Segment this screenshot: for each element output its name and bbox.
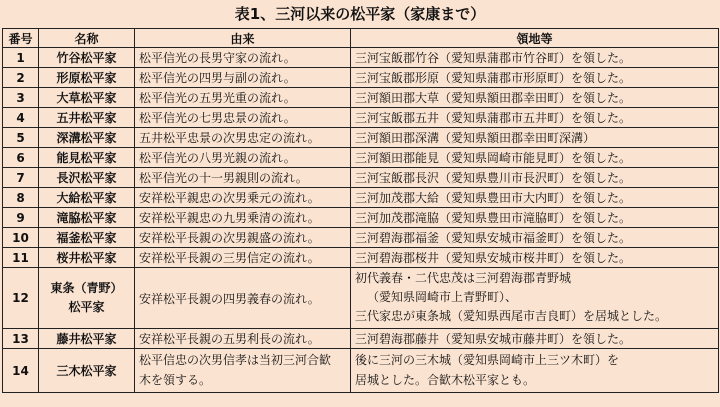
table-row: [3, 148, 719, 168]
row-name: 三木松平家: [39, 349, 135, 393]
row-territory: 三河加茂郡滝脇（愛知県豊田市滝脇町）を領した。: [351, 208, 719, 228]
table-row: [3, 349, 719, 393]
table-row: [3, 188, 719, 208]
row-territory: 三河宝飯郡形原（愛知県蒲郡市形原町）を領した。: [351, 68, 719, 88]
row-territory: 三河宝飯郡竹谷（愛知県蒲郡市竹谷町）を領した。: [351, 48, 719, 68]
table-row: [3, 48, 719, 68]
row-territory: 三河碧海郡桜井（愛知県安城市桜井町）を領した。: [351, 248, 719, 268]
row-origin: 安祥松平長親の五男利長の流れ。: [135, 329, 351, 349]
row-origin: 安祥松平長親の次男親盛の流れ。: [135, 228, 351, 248]
row-name: 形原松平家: [39, 68, 135, 88]
row-origin: 松平信光の八男光親の流れ。: [135, 148, 351, 168]
row-origin-line1: 松平信忠の次男信孝は当初三河合歓: [139, 353, 332, 367]
row-territory-line1: 初代義春・二代忠茂は三河碧海郡青野城: [355, 271, 572, 285]
table-row: [3, 248, 719, 268]
table-row: [3, 108, 719, 128]
row-name: 藤井松平家: [39, 329, 135, 349]
row-territory: [351, 349, 719, 393]
row-name: 桜井松平家: [39, 248, 135, 268]
row-name: 大給松平家: [39, 188, 135, 208]
row-origin-line2: 木を領する。: [139, 373, 212, 387]
row-name: 能見松平家: [39, 148, 135, 168]
row-number: 5: [3, 128, 39, 148]
table-row: [3, 128, 719, 148]
row-territory-line2: （愛知県岡崎市上青野町）、: [367, 290, 518, 304]
row-origin: 安祥松平親忠の九男乗清の流れ。: [135, 208, 351, 228]
header-number: 番号: [3, 29, 39, 48]
row-name: 長沢松平家: [39, 168, 135, 188]
row-name: 滝脇松平家: [39, 208, 135, 228]
row-name: 竹谷松平家: [39, 48, 135, 68]
row-number: 10: [3, 228, 39, 248]
row-territory: [351, 268, 719, 329]
row-number: 2: [3, 68, 39, 88]
row-name: 深溝松平家: [39, 128, 135, 148]
row-number: 6: [3, 148, 39, 168]
row-name: [39, 268, 135, 329]
row-name: 大草松平家: [39, 88, 135, 108]
row-territory: 三河宝飯郡五井（愛知県蒲郡市五井町）を領した。: [351, 108, 719, 128]
row-origin: 安祥松平親忠の次男乗元の流れ。: [135, 188, 351, 208]
row-number: 3: [3, 88, 39, 108]
table-row: [3, 88, 719, 108]
row-number: 12: [3, 268, 39, 329]
row-territory: 三河宝飯郡長沢（愛知県豊川市長沢町）を領した。: [351, 168, 719, 188]
row-number: 4: [3, 108, 39, 128]
header-origin: 由来: [135, 29, 351, 48]
table-row: [3, 68, 719, 88]
row-origin: 松平信光の七男忠景の流れ。: [135, 108, 351, 128]
row-territory: 三河額田郡大草（愛知県額田郡幸田町）を領した。: [351, 88, 719, 108]
row-origin: 松平信光の五男光重の流れ。: [135, 88, 351, 108]
header-row: [3, 29, 719, 48]
header-name: 名称: [39, 29, 135, 48]
table-row: [3, 228, 719, 248]
table-title: 表1、三河以来の松平家（家康まで）: [234, 5, 486, 23]
row-territory-line3: 三代家忠が東条城（愛知県西尾市吉良町）を居城とした。: [355, 309, 668, 323]
row-number: 14: [3, 349, 39, 393]
row-origin: 松平信光の長男守家の流れ。: [135, 48, 351, 68]
row-number: 8: [3, 188, 39, 208]
matsudaira-table: [2, 28, 719, 393]
row-number: 9: [3, 208, 39, 228]
table-row: [3, 168, 719, 188]
row-origin: 松平信光の四男与副の流れ。: [135, 68, 351, 88]
row-territory: 三河額田郡深溝（愛知県額田郡幸田町深溝）: [351, 128, 719, 148]
row-origin: 安祥松平長親の三男信定の流れ。: [135, 248, 351, 268]
row-territory: 三河加茂郡大給（愛知県豊田市大内町）を領した。: [351, 188, 719, 208]
row-territory-line2: 居城とした。合歓木松平家とも。: [355, 373, 536, 387]
table-row: [3, 208, 719, 228]
table-row: [3, 329, 719, 349]
row-name-line2: 松平家: [68, 300, 105, 314]
row-origin: [135, 349, 351, 393]
row-territory: 三河碧海郡藤井（愛知県安城市藤井町）を領した。: [351, 329, 719, 349]
row-origin: 松平信光の十一男親則の流れ。: [135, 168, 351, 188]
row-territory-line1: 後に三河の三木城（愛知県岡崎市上三ツ木町）を: [355, 353, 620, 367]
row-number: 11: [3, 248, 39, 268]
row-territory: 三河碧海郡福釜（愛知県安城市福釜町）を領した。: [351, 228, 719, 248]
row-number: 13: [3, 329, 39, 349]
row-origin: 安祥松平長親の四男義春の流れ。: [135, 268, 351, 329]
row-name: 福釜松平家: [39, 228, 135, 248]
row-number: 7: [3, 168, 39, 188]
row-number: 1: [3, 48, 39, 68]
row-name-line1: 東条（青野）: [50, 281, 123, 295]
table-row: [3, 268, 719, 329]
row-name: 五井松平家: [39, 108, 135, 128]
header-territory: 領地等: [351, 29, 719, 48]
row-origin: 五井松平忠景の次男忠定の流れ。: [135, 128, 351, 148]
row-territory: 三河額田郡能見（愛知県岡崎市能見町）を領した。: [351, 148, 719, 168]
